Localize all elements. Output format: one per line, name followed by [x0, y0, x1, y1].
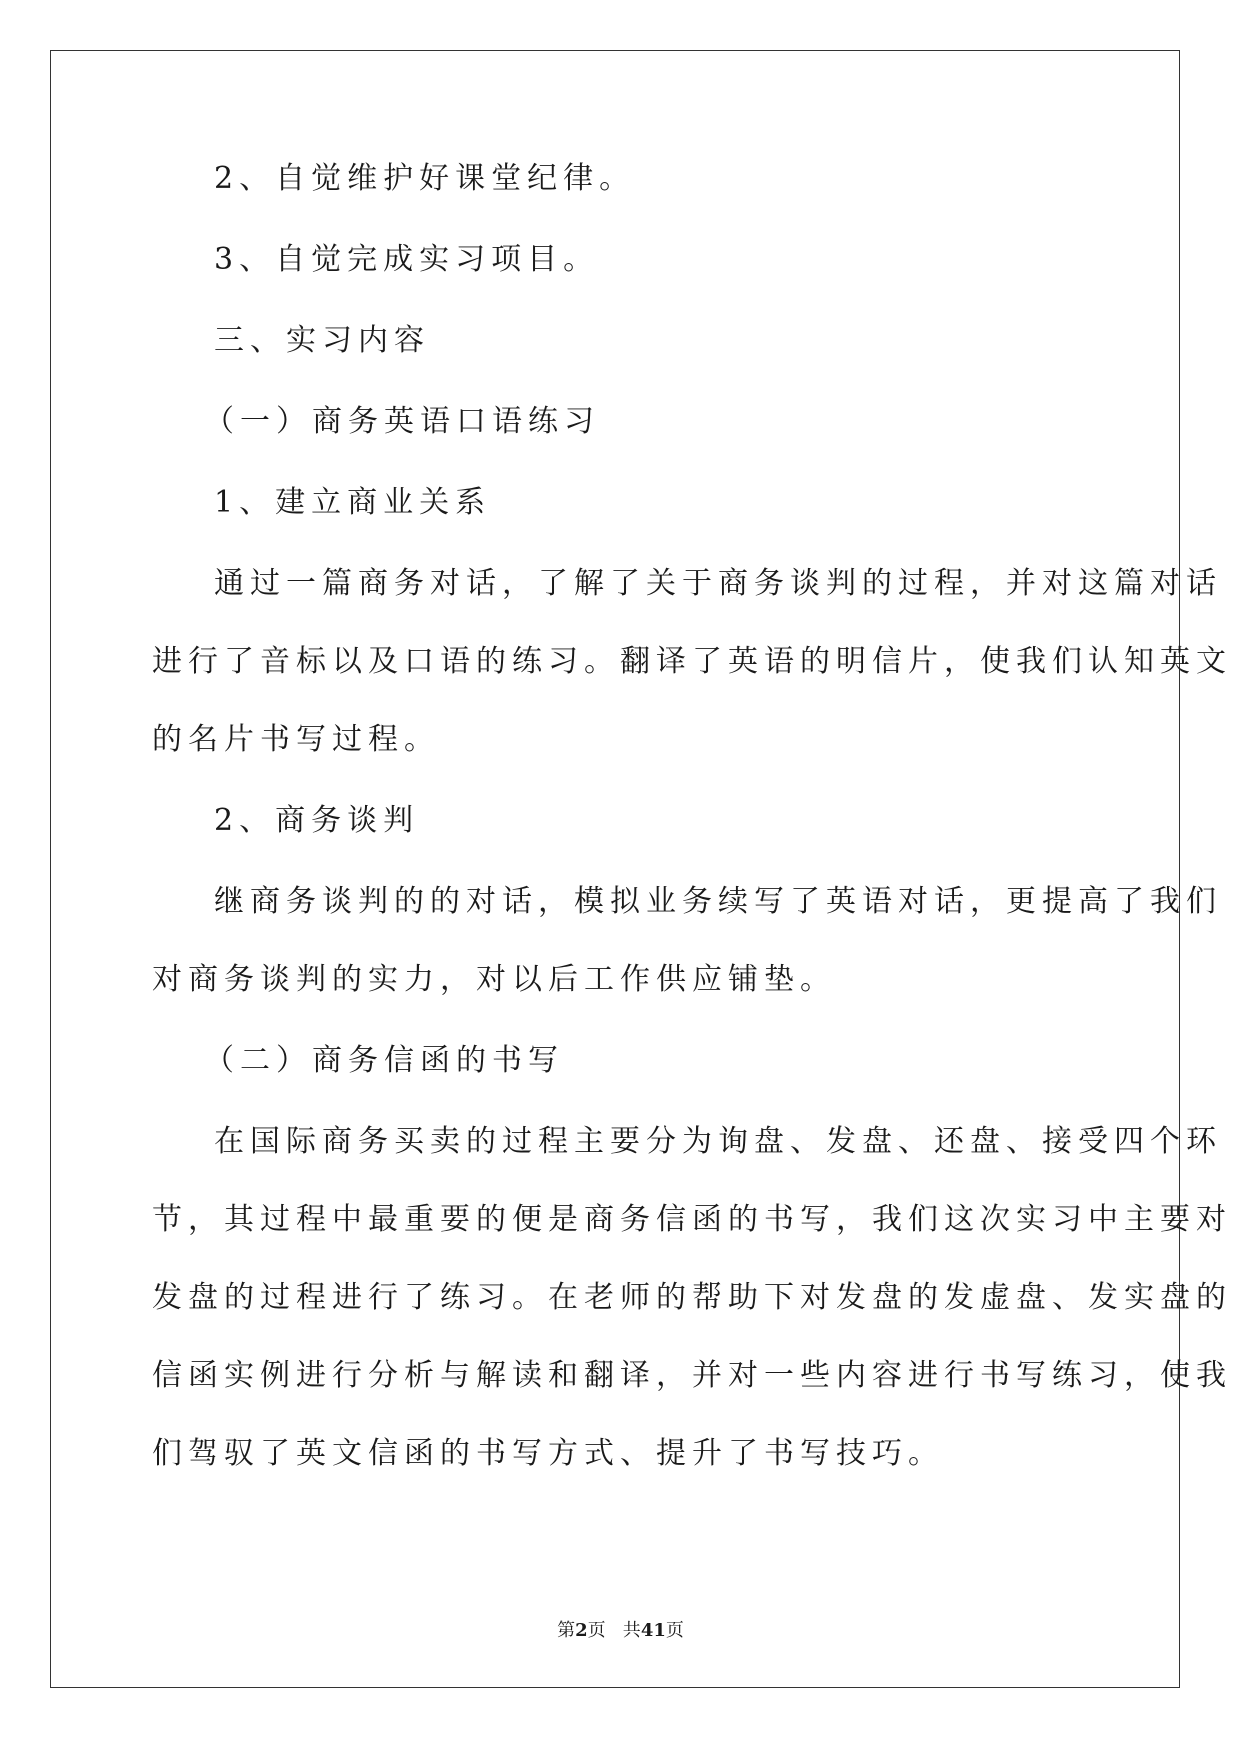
- paragraph-line: 信函实例进行分析与解读和翻译，并对一些内容进行书写练习，使我: [152, 1358, 1232, 1393]
- list-item: 3、自觉完成实习项目。: [214, 242, 600, 277]
- paragraph-line: 在国际商务买卖的过程主要分为询盘、发盘、还盘、接受四个环: [214, 1124, 1222, 1159]
- paragraph-line: 发盘的过程进行了练习。在老师的帮助下对发盘的发虚盘、发实盘的: [152, 1280, 1232, 1315]
- paragraph-line: 通过一篇商务对话，了解了关于商务谈判的过程，并对这篇对话: [214, 566, 1222, 601]
- list-item: 1、建立商业关系: [214, 485, 492, 520]
- footer-middle: 页 共: [587, 1620, 641, 1641]
- paragraph-line: 们驾驭了英文信函的书写方式、提升了书写技巧。: [152, 1436, 944, 1471]
- document-body: [152, 160, 1232, 1516]
- paragraph-line: 的名片书写过程。: [152, 722, 440, 757]
- paragraph-line: 对商务谈判的实力，对以后工作供应铺垫。: [152, 962, 836, 997]
- total-page-count: 41: [640, 1620, 666, 1641]
- list-item: 2、商务谈判: [214, 803, 420, 838]
- footer-prefix: 第: [557, 1620, 576, 1641]
- section-heading: 三、实习内容: [214, 323, 430, 358]
- paragraph-line: 继商务谈判的的对话，模拟业务续写了英语对话，更提高了我们: [214, 884, 1222, 919]
- subsection-heading: （一）商务英语口语练习: [204, 404, 600, 439]
- page-footer: [0, 1616, 1241, 1642]
- subsection-heading: （二）商务信函的书写: [204, 1043, 564, 1078]
- footer-suffix: 页: [665, 1620, 684, 1641]
- paragraph-line: 进行了音标以及口语的练习。翻译了英语的明信片，使我们认知英文: [152, 644, 1232, 679]
- list-item: 2、自觉维护好课堂纪律。: [214, 161, 636, 196]
- current-page-number: 2: [575, 1620, 588, 1641]
- paragraph-line: 节，其过程中最重要的便是商务信函的书写，我们这次实习中主要对: [152, 1202, 1232, 1237]
